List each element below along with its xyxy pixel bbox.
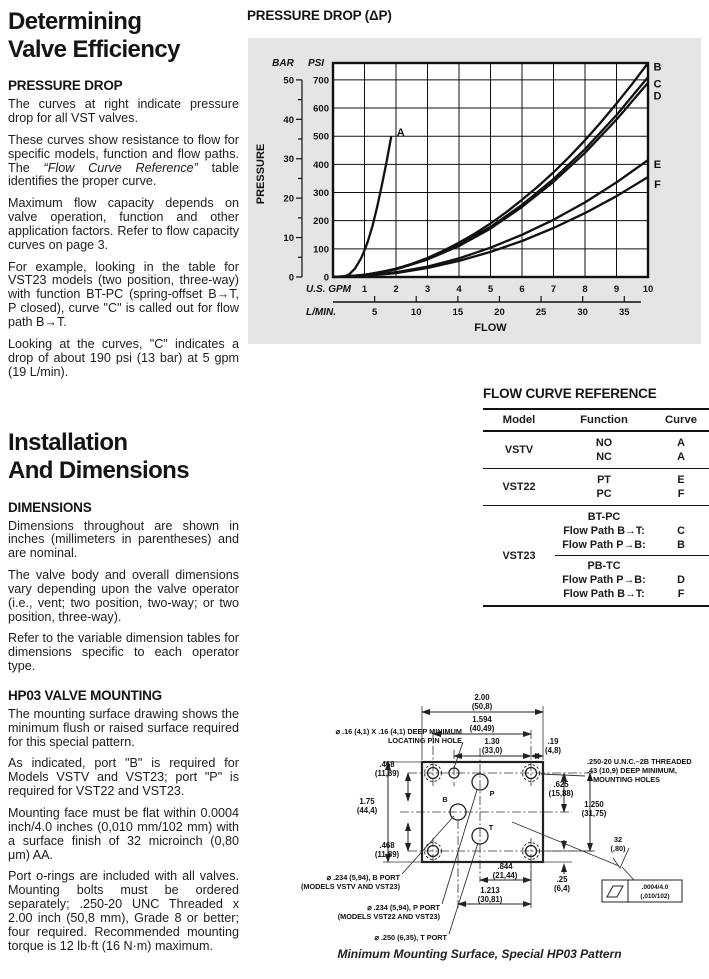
model-cell: VSTV	[483, 431, 555, 469]
port-t-label: T	[488, 823, 494, 832]
curve-cell	[653, 431, 709, 469]
svg-text:30: 30	[283, 154, 294, 166]
function-cell	[555, 469, 653, 506]
svg-text:700: 700	[313, 75, 329, 87]
pin-hole-note: ⌀ .16 (4,1) X .16 (4,1) DEEP MINIMUM	[335, 727, 462, 736]
svg-text:(11,89): (11,89)	[374, 769, 400, 778]
section-title-determining	[8, 8, 239, 64]
function-value: Flow Path P→B:	[562, 539, 646, 551]
svg-text:15: 15	[452, 307, 464, 318]
paragraph: Port o-rings are included with all valves. Mounting bolts must be ordered separately; .250-20 UNC Threaded x 2.00 inch (50,8 mm), Grade 8 or better; four required. Recommended mounting torque is 12 lb·ft (16 N·m) maximum.	[8, 869, 239, 953]
section-title-installation	[8, 429, 239, 485]
svg-text:(15,88): (15,88)	[548, 789, 574, 798]
svg-text:D: D	[653, 90, 662, 103]
svg-text:(6,4): (6,4)	[553, 884, 571, 893]
pressure-drop-heading: PRESSURE DROP	[8, 78, 123, 94]
dim-1.594: 1.594	[472, 715, 492, 724]
mounting-surface-drawing-block	[250, 690, 709, 961]
curve-value: B	[677, 539, 685, 551]
svg-text:20: 20	[283, 193, 294, 205]
paragraph: For example, looking in the table for VST23 models (two position, three-way) with function BT-PC (spring-offset B→T, P closed), curve "C" is called out for flow path B→T.	[8, 259, 239, 329]
column-header-function: Function	[555, 409, 653, 431]
svg-text:U.S. GPM: U.S. GPM	[306, 284, 352, 295]
svg-text:600: 600	[313, 103, 329, 115]
curve-value: F	[677, 488, 685, 500]
svg-text:(30,81): (30,81)	[477, 895, 503, 904]
function-curve-line	[555, 573, 709, 587]
title-line-2: And Dimensions	[8, 457, 189, 485]
dim-.19: .19	[547, 737, 559, 746]
svg-text:4 MOUNTING HOLES: 4 MOUNTING HOLES	[587, 775, 660, 784]
dim-.625: .625	[553, 780, 569, 789]
paragraph: The valve body and overall dimensions vary depending upon the valve operator (i.e., vent; two position, two-way; or two position, three-way).	[8, 568, 239, 624]
svg-text:20: 20	[494, 307, 505, 318]
function-curve-line	[555, 587, 709, 601]
table-row	[483, 431, 709, 469]
mounting-hole	[523, 765, 540, 782]
t-port-note: ⌀ .250 (6,35), T PORT	[374, 933, 447, 942]
function-curve-line	[555, 538, 709, 552]
flatness-icon	[607, 886, 623, 897]
function-curve-cell	[555, 506, 709, 607]
surface-finish-symbol	[610, 835, 629, 868]
svg-text:L/MIN.: L/MIN.	[306, 307, 336, 318]
svg-text:300: 300	[313, 188, 329, 200]
svg-text:(21,44): (21,44)	[492, 871, 518, 880]
svg-text:(31,75): (31,75)	[581, 809, 607, 818]
column-header-model: Model	[483, 409, 555, 431]
svg-text:1: 1	[361, 284, 368, 295]
svg-text:100: 100	[313, 244, 329, 256]
svg-text:6: 6	[519, 284, 525, 295]
svg-text:35: 35	[618, 307, 630, 318]
table-row	[483, 469, 709, 506]
svg-text:BAR: BAR	[272, 58, 294, 69]
drawing-caption: Minimum Mounting Surface, Special HP03 Pattern	[337, 947, 622, 961]
dim-1.75: 1.75	[359, 797, 375, 806]
b-port-note: ⌀ .234 (5,94), B PORT	[326, 873, 400, 882]
svg-text:B: B	[653, 61, 662, 74]
dim-.25: .25	[556, 875, 568, 884]
flow-curve-reference-block	[483, 386, 709, 607]
svg-text:(44,4): (44,4)	[356, 806, 378, 815]
pressure-drop-chart-panel	[248, 38, 701, 344]
svg-text:(4,8): (4,8)	[544, 746, 562, 755]
function-value: NO	[595, 437, 613, 449]
svg-text:LOCATING PIN HOLE: LOCATING PIN HOLE	[387, 736, 462, 745]
dim-1.213: 1.213	[480, 886, 500, 895]
svg-text:E: E	[653, 158, 662, 171]
dim-.468-top: .468	[379, 760, 395, 769]
pressure-drop-chart	[248, 38, 701, 344]
svg-text:F: F	[654, 179, 661, 192]
svg-text:10: 10	[410, 307, 422, 318]
flatness-value: .0004/4.0	[641, 884, 669, 891]
svg-text:25: 25	[535, 307, 547, 318]
svg-text:.43 (10,9) DEEP MINIMUM,: .43 (10,9) DEEP MINIMUM,	[587, 766, 677, 775]
svg-text:10: 10	[283, 233, 294, 245]
svg-text:10: 10	[642, 284, 654, 295]
svg-text:3: 3	[424, 284, 431, 295]
paragraph: The mounting surface drawing shows the minimum flush or raised surface required for this special pattern.	[8, 706, 239, 749]
paragraph: Looking at the curves, "C" indicates a drop of about 190 psi (13 bar) at 5 gpm (19 L/min).	[8, 336, 239, 379]
dimensions-heading: DIMENSIONS	[8, 499, 92, 515]
paragraph: Maximum flow capacity depends on valve operation, function and other application factors. Refer to flow capacity curves on page 3.	[8, 196, 239, 252]
svg-text:500: 500	[313, 131, 329, 143]
table-title: FLOW CURVE REFERENCE	[483, 386, 657, 401]
curve-value: D	[677, 574, 685, 586]
svg-text:(,010/102): (,010/102)	[640, 893, 670, 900]
title-line-1: Determining	[8, 8, 142, 35]
function-value: Flow Path B→T:	[563, 525, 645, 537]
function-curve-line	[555, 524, 709, 538]
svg-text:2: 2	[393, 284, 399, 295]
mounting-surface-drawing	[250, 690, 709, 942]
paragraph-text: table identifies the proper curve.	[8, 160, 239, 189]
finish-roughness: 32	[613, 835, 623, 844]
port-p-label: P	[489, 789, 495, 798]
svg-text:A: A	[396, 126, 405, 139]
svg-text:(40,49): (40,49)	[469, 724, 495, 733]
svg-text:40: 40	[283, 114, 294, 126]
svg-text:(11,89): (11,89)	[374, 850, 400, 859]
flow-curve-reference-table	[483, 408, 709, 607]
svg-text:0: 0	[323, 272, 329, 284]
svg-text:(50,8): (50,8)	[471, 702, 493, 711]
svg-text:(33,0): (33,0)	[481, 746, 503, 755]
curve-value: C	[677, 525, 685, 537]
flatness-callout-box	[602, 880, 682, 902]
mounting-holes-note: .250-20 U.N.C.–2B THREADED	[587, 757, 692, 766]
curve-value: A	[677, 437, 685, 449]
svg-text:400: 400	[313, 159, 329, 171]
svg-text:C: C	[653, 78, 662, 91]
table-header-row	[483, 409, 709, 431]
svg-text:5: 5	[487, 284, 494, 295]
function-group-label: PB-TC	[587, 560, 621, 572]
svg-text:(,80): (,80)	[610, 844, 626, 853]
table-row	[483, 506, 709, 607]
paragraph: As indicated, port "B" is required for Models VSTV and VST23; port "P" is required for VST22 and VST23.	[8, 756, 239, 799]
svg-text:PRESSURE: PRESSURE	[255, 143, 267, 205]
column-header-curve: Curve	[653, 409, 709, 431]
svg-text:(MODELS VSTV AND VST23): (MODELS VSTV AND VST23)	[300, 882, 400, 891]
paragraph: Dimensions throughout are shown in inches (millimeters in parentheses) and are nominal.	[8, 518, 239, 561]
paragraph-text: These curves show resistance to flow for specific models, function and flow paths. The	[8, 132, 239, 175]
paragraph	[8, 134, 239, 189]
function-value: Flow Path B→T:	[563, 588, 645, 600]
left-column	[8, 8, 239, 961]
svg-text:(MODELS VST22 AND VST23): (MODELS VST22 AND VST23)	[337, 912, 440, 921]
flow-curve-reference-italic: “Flow Curve Reference”	[43, 160, 198, 175]
annotation-notes	[301, 727, 692, 942]
paragraph: Refer to the variable dimension tables for dimensions specific to each operator type.	[8, 631, 239, 674]
dim-2.00: 2.00	[474, 693, 490, 702]
svg-text:PSI: PSI	[307, 58, 325, 69]
function-value: PC	[596, 488, 612, 500]
paragraph: Mounting face must be flat within 0.0004 inch/4.0 inches (0,010 mm/102 mm) with a surface finish of 32 microinch (0,80 μm) AA.	[8, 806, 239, 862]
group-separator	[555, 555, 709, 556]
model-cell: VST22	[483, 469, 555, 506]
dim-1.250: 1.250	[584, 800, 604, 809]
curve-value: A	[677, 451, 685, 463]
port-b-label: B	[442, 795, 448, 804]
chart-heading: PRESSURE DROP (ΔP)	[247, 8, 392, 23]
svg-text:7: 7	[550, 284, 557, 295]
function-value: PT	[597, 474, 611, 486]
p-port-note: ⌀ .234 (5,94), P PORT	[367, 903, 440, 912]
svg-text:9: 9	[613, 284, 620, 295]
paragraph: The curves at right indicate pressure drop for all VST valves.	[8, 97, 239, 125]
curve-value: F	[677, 588, 685, 600]
title-line-2: Valve Efficiency	[8, 36, 180, 64]
svg-text:FLOW: FLOW	[474, 322, 507, 334]
function-value: Flow Path P→B:	[562, 574, 646, 586]
model-cell: VST23	[483, 506, 555, 607]
svg-text:4: 4	[456, 284, 462, 295]
svg-text:50: 50	[283, 75, 294, 87]
hp03-heading: HP03 VALVE MOUNTING	[8, 687, 162, 703]
curve-cell	[653, 469, 709, 506]
dim-.844: .844	[497, 862, 513, 871]
svg-text:5: 5	[371, 307, 378, 318]
svg-text:30: 30	[577, 307, 588, 318]
svg-text:0: 0	[288, 272, 294, 284]
curve-value: E	[677, 474, 685, 486]
dim-.468-bottom: .468	[379, 841, 395, 850]
function-value: NC	[596, 451, 612, 463]
title-line-1: Installation	[8, 429, 128, 457]
function-cell	[555, 431, 653, 469]
svg-text:8: 8	[582, 284, 588, 295]
svg-text:200: 200	[313, 216, 329, 228]
function-group-label: BT-PC	[587, 511, 621, 523]
dim-1.30: 1.30	[484, 737, 500, 746]
